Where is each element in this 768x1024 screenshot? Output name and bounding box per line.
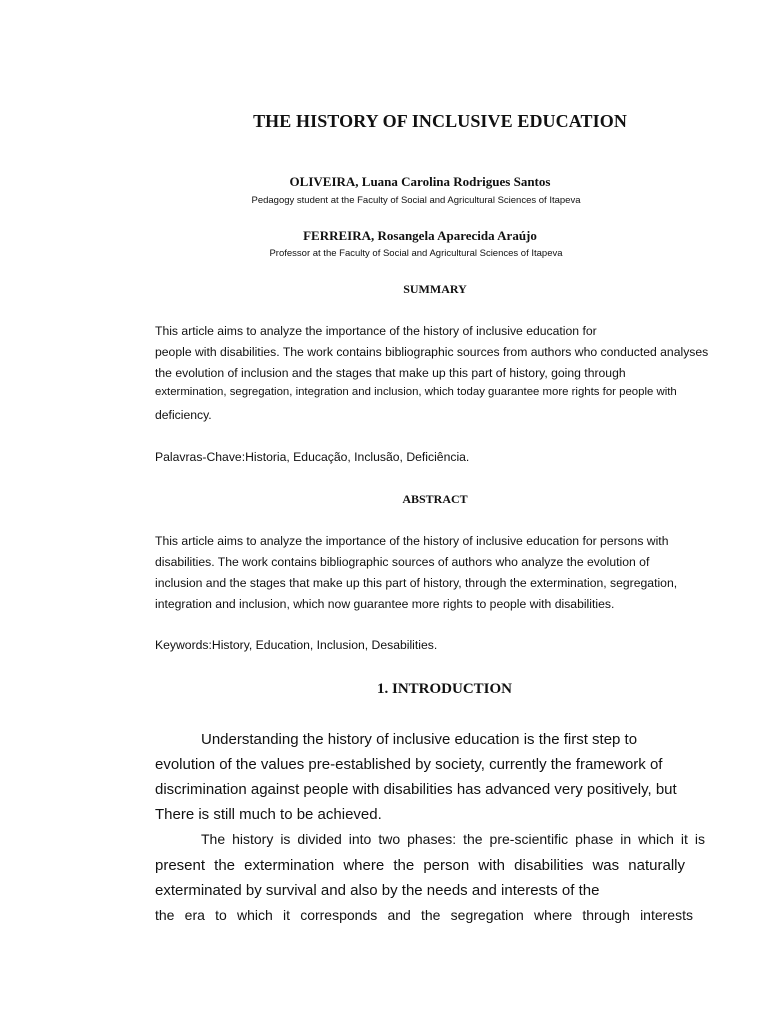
abstract-line: This article aims to analyze the importance of the history of inclusive education for persons with [155, 534, 669, 548]
introduction-line: discrimination against people with disabilities has advanced very positively, but [155, 781, 677, 798]
author-name-1: OLIVEIRA, Luana Carolina Rodrigues Santos [289, 174, 551, 189]
document-title: THE HISTORY OF INCLUSIVE EDUCATION [253, 111, 627, 131]
summary-line: the evolution of inclusion and the stages that make up this part of history, going through [155, 366, 626, 380]
author-affiliation-1: Pedagogy student at the Faculty of Social and Agricultural Sciences of Itapeva [251, 195, 581, 206]
introduction-line: The history is divided into two phases: the pre-scientific phase in which it is [201, 831, 705, 847]
introduction-line: Understanding the history of inclusive education is the first step to [201, 731, 638, 748]
summary-heading: SUMMARY [403, 282, 467, 296]
summary-line: deficiency. [155, 408, 212, 422]
summary-keywords: Palavras-Chave:Historia, Educação, Inclusão, Deficiência. [155, 450, 470, 464]
author-name-2: FERREIRA, Rosangela Aparecida Araújo [303, 228, 537, 243]
abstract-heading: ABSTRACT [402, 492, 468, 506]
abstract-line: disabilities. The work contains bibliographic sources of authors who analyze the evolution of [155, 555, 650, 569]
introduction-line: present the extermination where the person with disabilities was naturally [155, 857, 685, 874]
summary-line: extermination, segregation, integration and inclusion, which today guarantee more rights for people with [155, 386, 677, 398]
abstract-keywords: Keywords:History, Education, Inclusion, Desabilities. [155, 638, 438, 652]
abstract-line: integration and inclusion, which now guarantee more rights to people with disabilities. [155, 597, 615, 611]
summary-line: This article aims to analyze the importance of the history of inclusive education for [155, 324, 597, 338]
abstract-line: inclusion and the stages that make up this part of history, through the extermination, segregation, [155, 576, 678, 590]
summary-line: people with disabilities. The work contains bibliographic sources from authors who conducted analyses [155, 345, 709, 359]
introduction-line: There is still much to be achieved. [155, 806, 382, 823]
introduction-line: exterminated by survival and also by the needs and interests of the [155, 882, 600, 899]
author-affiliation-2: Professor at the Faculty of Social and Agricultural Sciences of Itapeva [269, 248, 563, 259]
introduction-heading: 1. INTRODUCTION [377, 681, 513, 697]
introduction-line: evolution of the values pre-established by society, currently the framework of [155, 756, 663, 773]
introduction-line: the era to which it corresponds and the segregation where through interests [155, 907, 693, 923]
